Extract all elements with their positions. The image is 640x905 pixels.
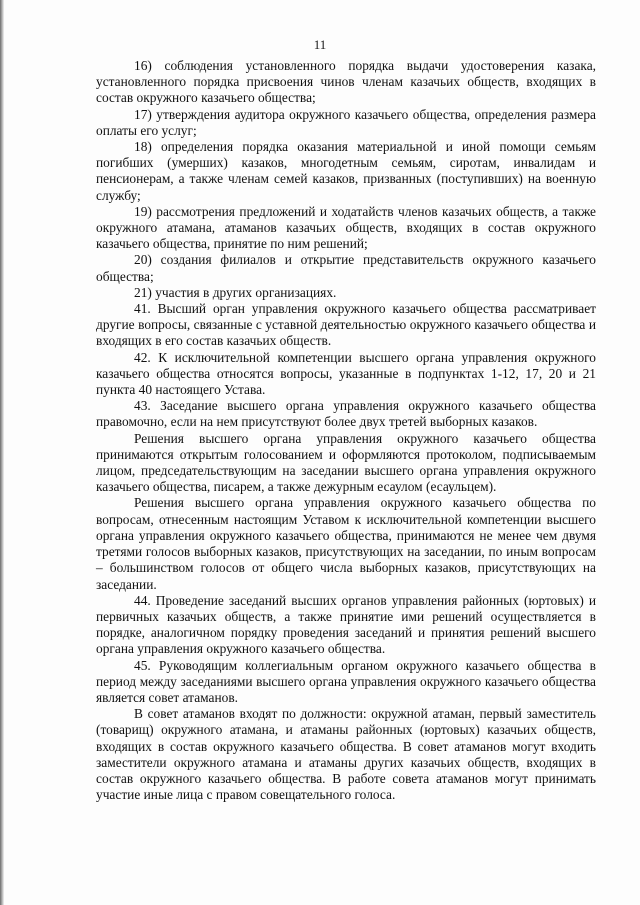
- paragraph-council-composition: В совет атаманов входят по должности: окружной атаман, первый заместитель (товарищ) окружного атамана, и атаманы районных (юртовых) казачьих обществ, входящих в состав окружного казачьего общества. В совет атаманов могут входить заместители окружного атамана и атаманы других казачьих обществ, входящих в состав окружного казачьего общества. В работе совета атаманов могут принимать участие иные лица с правом совещательного голоса.: [96, 706, 596, 803]
- paragraph-item-19: 19) рассмотрения предложений и ходатайств членов казачьих обществ, а также окружного атамана, атаманов казачьих обществ, входящих в состав окружного казачьего общества, принятие по ним решений;: [96, 203, 596, 252]
- paragraph-clause-45: 45. Руководящим коллегиальным органом окружного казачьего общества в период между заседаниями высшего органа управления окружного казачьего общества является совет атаманов.: [96, 657, 596, 705]
- paragraph-item-21: 21) участия в других организациях.: [134, 284, 337, 300]
- document-body: [96, 58, 596, 803]
- paragraph-decisions-majority: Решения высшего органа управления окружного казачьего общества по вопросам, отнесенным настоящим Уставом к исключительной компетенции высшего органа управления окружного казачьего общества, принимаются не менее чем двумя третями голосов выборных казаков, присутствующих на заседании, по иным вопросам – большинством голосов от общего числа выборных казаков, присутствующих на заседании.: [96, 495, 596, 592]
- paragraph-item-20: 20) создания филиалов и открытие представительств окружного казачьего общества;: [96, 252, 596, 284]
- page-number: 11: [313, 37, 327, 52]
- paragraph-item-18: 18) определения порядка оказания материальной и иной помощи семьям погибших (умерших) казаков, многодетным семьям, сиротам, инвалидам и пенсионерам, а также членам семей казаков, призванных (поступивших) на военную службу;: [96, 139, 596, 203]
- paragraph-item-17: 17) утверждения аудитора окружного казачьего общества, определения размера оплаты его услуг;: [96, 106, 596, 138]
- scan-edge: [0, 0, 4, 905]
- paragraph-decisions-voting: Решения высшего органа управления окружного казачьего общества принимаются открытым голосованием и оформляются протоколом, подписываемым лицом, председательствующим на заседании высшего органа управления окружного казачьего общества, писарем, а также дежурным есаулом (есаульцем).: [96, 430, 596, 495]
- paragraph-clause-44: 44. Проведение заседаний высших органов управления районных (юртовых) и первичных казачьих обществ, а также принятие ими решений осуществляется в порядке, аналогичном порядку проведения заседаний и принятия решений высшего органа управления окружного казачьего общества.: [96, 592, 596, 657]
- paragraph-clause-43: 43. Заседание высшего органа управления окружного казачьего общества правомочно, если на нем присутствуют более двух третей выборных казаков.: [96, 398, 596, 430]
- paragraph-clause-41: 41. Высший орган управления окружного казачьего общества рассматривает другие вопросы, связанные с уставной деятельностью окружного казачьего общества и входящих в его состав казачьих обществ.: [96, 301, 596, 349]
- paragraph-clause-42: 42. К исключительной компетенции высшего органа управления окружного казачьего общества относятся вопросы, указанные в подпунктах 1-12, 17, 20 и 21 пункта 40 настоящего Устава.: [96, 349, 596, 398]
- paragraph-item-16: 16) соблюдения установленного порядка выдачи удостоверения казака, установленного порядка присвоения чинов членам казачьих обществ, входящих в состав окружного казачьего общества;: [96, 58, 596, 106]
